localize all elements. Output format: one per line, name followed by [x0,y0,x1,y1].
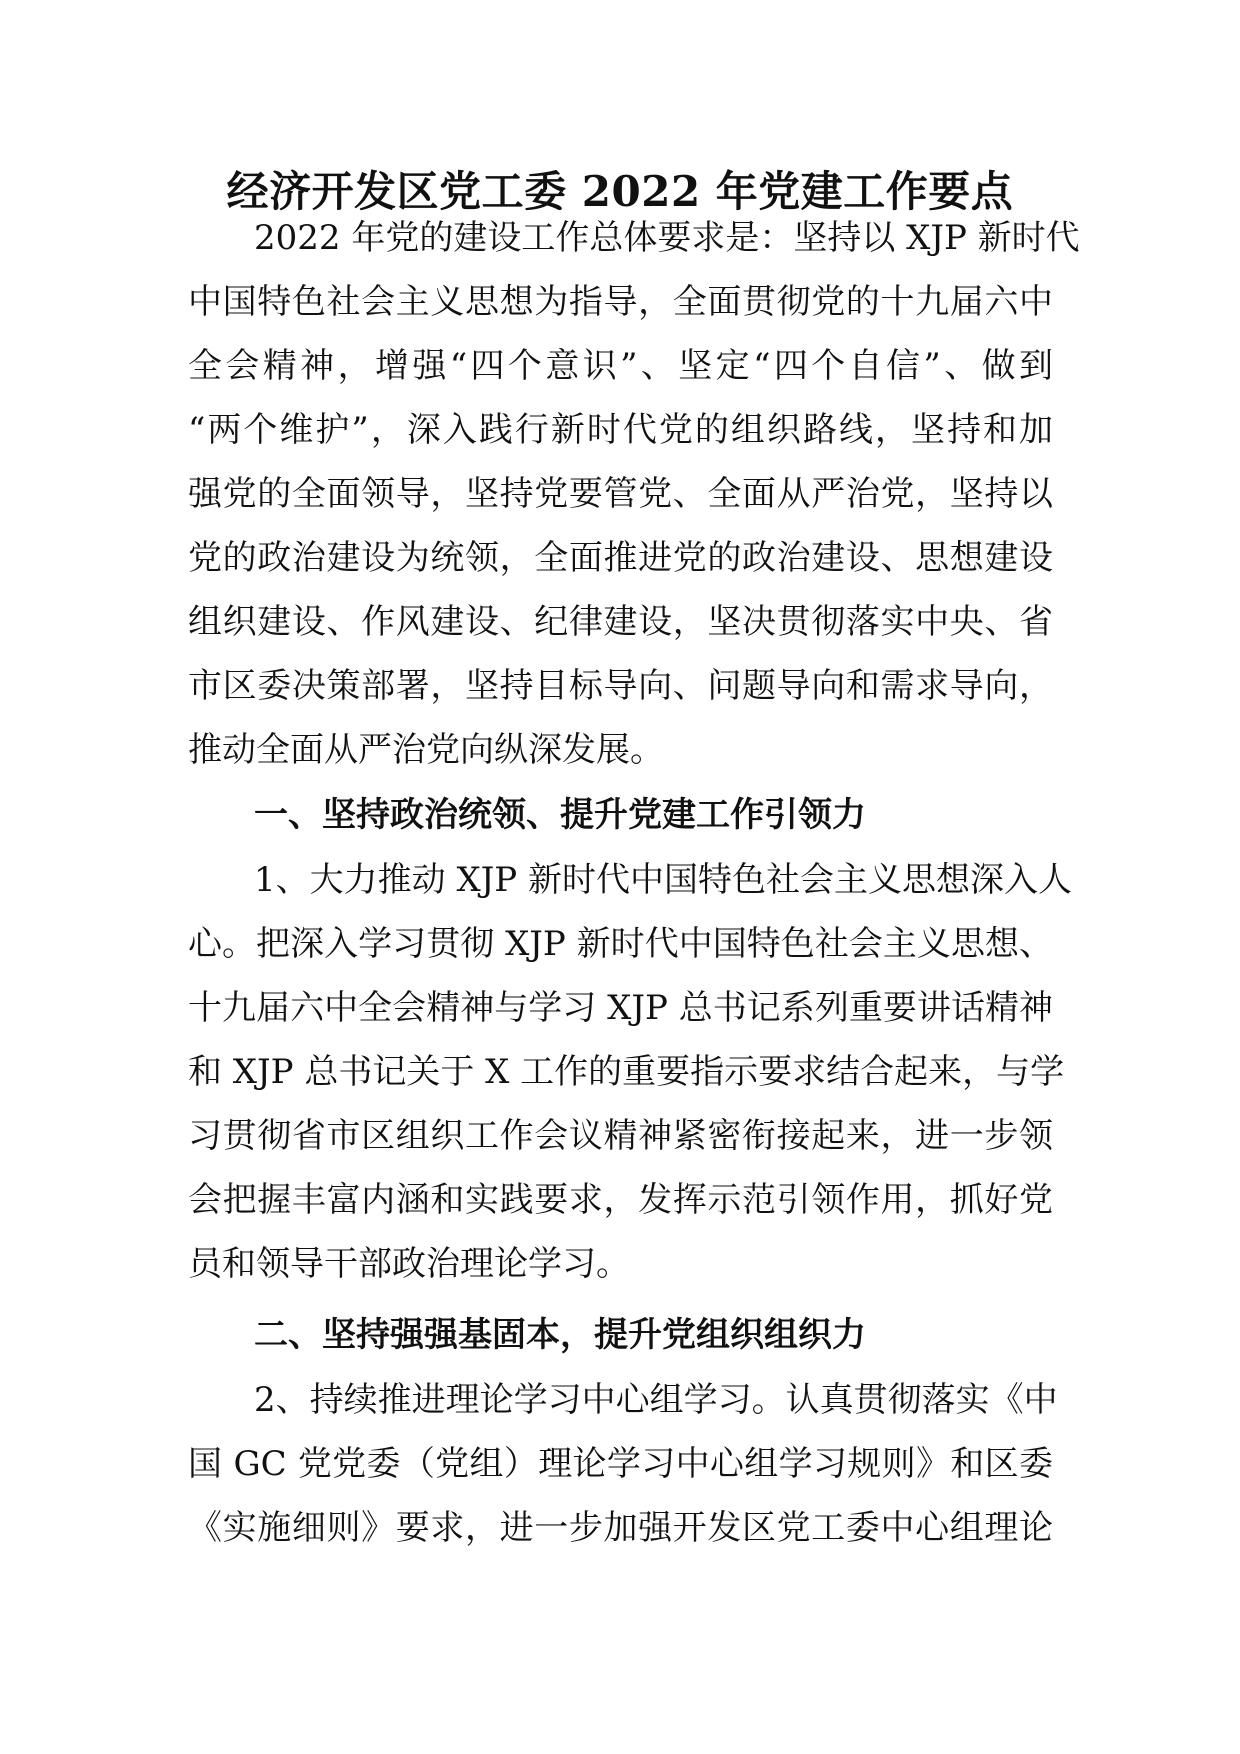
paragraph-line: 《实施细则》要求，进一步加强开发区党工委中心组理论 [188,1508,1053,1548]
paragraph-line: 会把握丰富内涵和实践要求，发挥示范引领作用，抓好党 [188,1180,1053,1220]
section-heading: 二、坚持强强基固本，提升党组织组织力 [254,1315,866,1355]
paragraph-line: 2022 年党的建设工作总体要求是：坚持以 XJP 新时代 [254,218,1080,258]
paragraph-line: 推动全面从严治党向纵深发展。 [188,730,664,770]
paragraph-line: 中国特色社会主义思想为指导，全面贯彻党的十九届六中 [188,282,1053,322]
paragraph-line: 习贯彻省市区组织工作会议精神紧密衔接起来，进一步领 [188,1116,1053,1156]
paragraph-line: 十九届六中全会精神与学习 XJP 总书记系列重要讲话精神 [188,988,1053,1028]
paragraph-line: 市区委决策部署，坚持目标导向、问题导向和需求导向， [188,666,1053,706]
paragraph-line: 和 XJP 总书记关于 X 工作的重要指示要求结合起来，与学 [188,1052,1065,1092]
paragraph-line: 1、大力推动 XJP 新时代中国特色社会主义思想深入人 [254,860,1072,900]
paragraph-line: 2、持续推进理论学习中心组学习。认真贯彻落实《中 [254,1380,1058,1420]
paragraph-line: 心。把深入学习贯彻 XJP 新时代中国特色社会主义思想、 [188,924,1053,964]
paragraph-line: 员和领导干部政治理论学习。 [188,1244,630,1284]
paragraph-line: 强党的全面领导，坚持党要管党、全面从严治党，坚持以 [188,474,1053,514]
paragraph-line: 国 GC 党党委（党组）理论学习中心组学习规则》和区委 [188,1444,1053,1484]
paragraph-line: 党的政治建设为统领，全面推进党的政治建设、思想建设 [188,538,1053,578]
section-heading: 一、坚持政治统领、提升党建工作引领力 [254,795,866,835]
paragraph-line: 组织建设、作风建设、纪律建设，坚决贯彻落实中央、省 [188,602,1053,642]
document-title: 经济开发区党工委 2022 年党建工作要点 [226,167,1014,216]
paragraph-line: “两个维护”，深入践行新时代党的组织路线，坚持和加 [188,410,1053,450]
paragraph-line: 全会精神，增强“四个意识”、坚定“四个自信”、做到 [188,346,1053,386]
